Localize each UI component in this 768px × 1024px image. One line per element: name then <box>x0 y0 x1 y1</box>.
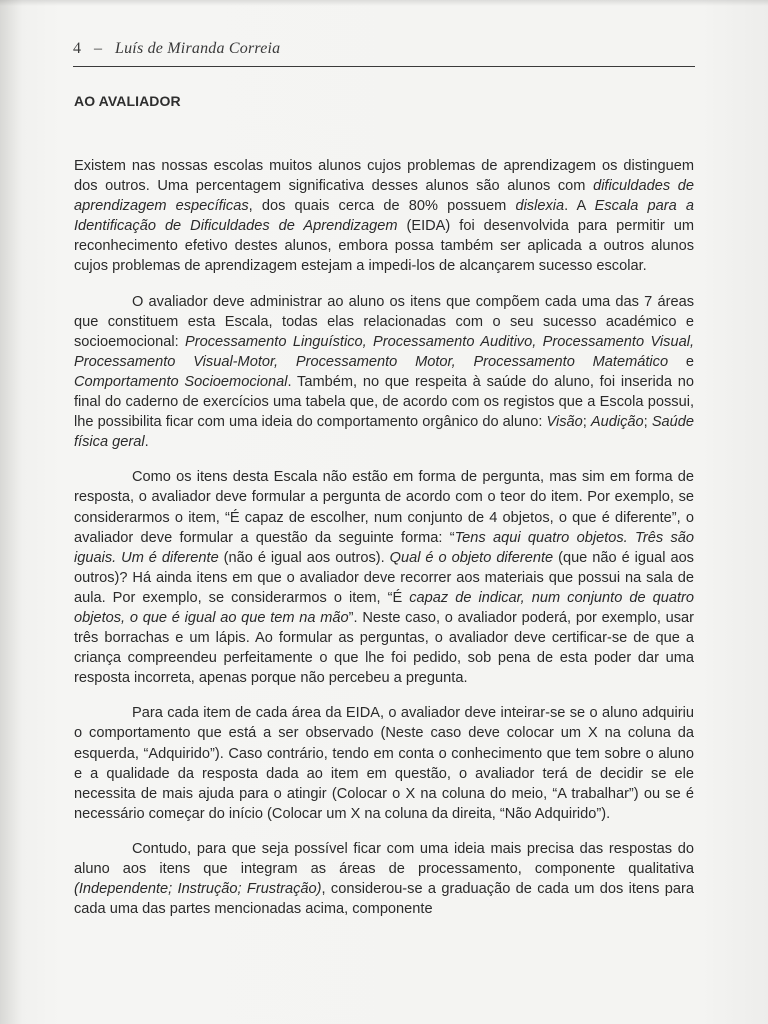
italic-text: Qual é o objeto diferente <box>389 549 554 566</box>
text-segment: , dos quais cerca de 80% possuem <box>248 198 516 215</box>
italic-text: Visão <box>546 414 583 431</box>
text-segment: (não é igual aos outros). <box>218 549 390 566</box>
italic-text: Tens aqui quatro objetos. Três são iguais. Um é diferente <box>74 529 694 566</box>
scan-edge-shadow <box>0 0 768 6</box>
text-segment: O avaliador deve administrar ao aluno os itens que compõem cada uma das 7 áreas que constituem esta Escala, todas elas relacionadas com o seu sucesso académico e socioemocional: <box>74 293 694 350</box>
italic-text: (Independente; Instrução; Frustração) <box>74 881 322 898</box>
text-segment: ; <box>582 414 591 431</box>
text-segment: e <box>668 353 694 370</box>
paragraph <box>74 156 694 277</box>
text-segment: Como os itens desta Escala não estão em forma de pergunta, mas sim em forma de resposta, o avaliador deve formular a pergunta de acordo com o teor do item. Por exemplo, se considerarmos o item, “É capaz de escolher, num conjunto de 4 objetos, o que é diferente”, o avaliador deve formular a questão da seguinte forma: “ <box>74 469 694 546</box>
italic-text: Saúde física geral <box>74 414 695 451</box>
text-segment: . A <box>564 198 595 215</box>
italic-text: dificuldades de aprendizagem específicas <box>74 178 694 215</box>
text-segment: (EIDA) foi desenvolvida para permitir um reconhecimento efetivo destes alunos, embora possa também ser aplicada a outros alunos cujos problemas de aprendizagem estejam a impedi-los de alcançarem sucesso escolar. <box>74 218 695 275</box>
text-segment: (que não é igual aos outros)? Há ainda itens em que o avaliador deve recorrer aos materiais que possui na sala de aula. Por exemplo, se considerarmos o item, “É <box>74 549 694 606</box>
paragraph <box>74 839 694 919</box>
paragraph <box>74 292 694 453</box>
text-segment: , considerou-se a graduação de cada um dos itens para cada uma das partes mencionadas acima, componente <box>74 881 694 918</box>
text-segment: ”. Neste caso, o avaliador poderá, por exemplo, usar três borrachas e um lápis. Ao formular as perguntas, o avaliador deve certificar-se de que a criança compreendeu perfeitamente o que lhe foi pedido, sob pena de esta poder dar uma resposta incorreta, apenas porque não percebeu a pregunta. <box>74 609 694 687</box>
italic-text: Audição <box>590 414 644 431</box>
text-segment: Contudo, para que seja possível ficar com uma ideia mais precisa das respostas do aluno aos itens que integram as áreas de processamento, componente qualitativa <box>74 840 694 877</box>
body-text <box>74 156 694 934</box>
text-segment: . <box>144 434 149 451</box>
italic-text: Processamento Linguístico, Processamento Auditivo, Processamento Visual, Processamento Visual-Motor, Processamento Motor, Processamento Matemático <box>74 333 695 370</box>
italic-text: Comportamento Socioemocional <box>74 373 288 390</box>
section-title: AO AVALIADOR <box>74 93 181 109</box>
italic-text: capaz de indicar, num conjunto de quatro objetos, o que é igual ao que tem na mão <box>74 589 695 626</box>
text-segment: Para cada item de cada área da EIDA, o avaliador deve inteirar-se se o aluno adquiriu o comportamento que está a ser observado (Neste caso deve colocar um X na coluna da esquerda, “Adquirido”). Caso contrário, tendo em conta o conhecimento que tem sobre o aluno e a qualidade da resposta dada ao item em questão, o avaliador terá de decidir se ele necessita de mais ajuda para o atingir (Colocar o X na coluna do meio, “A trabalhar”) ou se é necessário começar do início (Colocar um X na coluna da direita, “Não Adquirido”). <box>74 705 694 822</box>
running-header <box>73 40 695 67</box>
header-author: Luís de Miranda Correia <box>115 40 281 57</box>
text-segment: ; <box>643 414 652 431</box>
italic-text: Escala para a Identificação de Dificuldades de Aprendizagem <box>74 198 695 235</box>
text-segment: . Também, no que respeita à saúde do aluno, foi inserida no final do caderno de exercícios uma tabela que, de acordo com os registos que a Escola possui, lhe possibilita ficar com uma ideia do comportamento orgânico do aluno: <box>74 373 694 431</box>
paragraph <box>74 467 694 688</box>
page-number: 4 <box>73 40 81 57</box>
paragraph <box>74 703 694 824</box>
header-separator: – <box>94 40 102 57</box>
italic-text: dislexia <box>515 198 565 215</box>
text-segment: Existem nas nossas escolas muitos alunos cujos problemas de aprendizagem os distinguem dos outros. Uma percentagem significativa desses alunos são alunos com <box>74 158 694 195</box>
